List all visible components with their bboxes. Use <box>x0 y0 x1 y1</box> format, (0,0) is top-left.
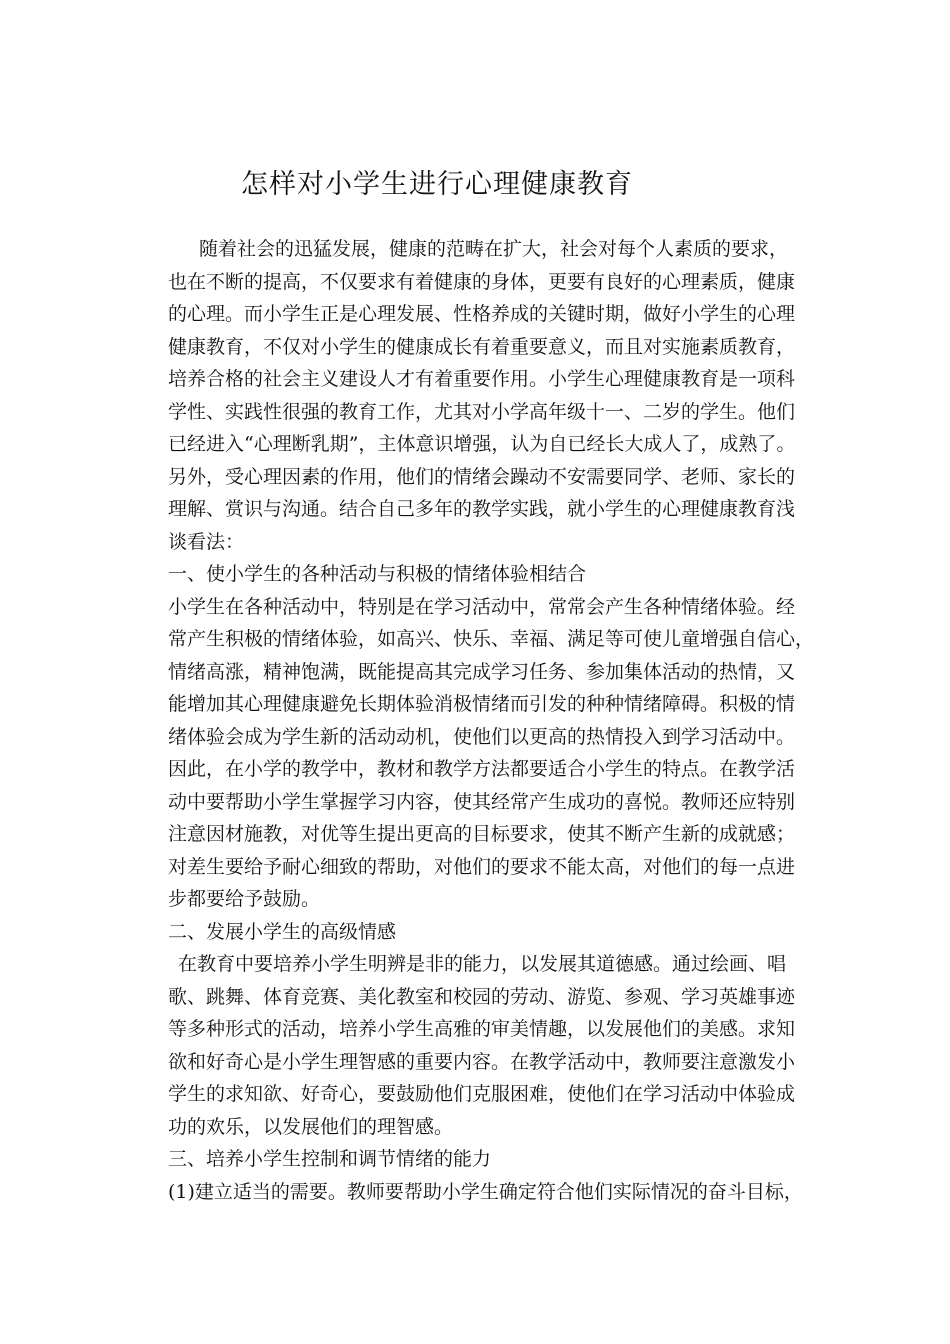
text-line: 理解、赏识与沟通。结合自己多年的教学实践，就小学生的心理健康教育浅 <box>168 498 796 520</box>
text-line: 动中要帮助小学生掌握学习内容，使其经常产生成功的喜悦。教师还应特别 <box>168 790 796 813</box>
text-line: (1)建立适当的需要。教师要帮助小学生确定符合他们实际情况的奋斗目标， <box>168 1180 803 1203</box>
document-title: 怎样对小学生进行心理健康教育 <box>241 169 633 200</box>
text-line: 学生的求知欲、好奇心，要鼓励他们克服困难，使他们在学习活动中体验成 <box>168 1083 796 1105</box>
text-line: 已经进入“心理断乳期”，主体意识增强，认为自已经长大成人了，成熟了。 <box>168 433 796 455</box>
text-line: 情绪高涨，精神饱满，既能提高其完成学习任务、参加集体活动的热情，又 <box>168 660 796 683</box>
text-line: 在教育中要培养小学生明辨是非的能力，以发展其道德感。通过绘画、唱 <box>178 953 787 975</box>
text-line: 也在不断的提高，不仅要求有着健康的身体，更要有良好的心理素质，健康 <box>168 270 796 293</box>
text-line: 常产生积极的情绪体验，如高兴、快乐、幸福、满足等可使儿童增强自信心， <box>168 628 815 650</box>
text-line: 注意因材施教，对优等生提出更高的目标要求，使其不断产生新的成就感； <box>168 823 796 845</box>
text-line: 另外，受心理因素的作用，他们的情绪会躁动不安需要同学、老师、家长的 <box>168 465 796 488</box>
text-line: 绪体验会成为学生新的活动动机，使他们以更高的热情投入到学习活动中。 <box>168 725 796 748</box>
text-line: 谈看法： <box>168 530 245 553</box>
text-line: 的心理。而小学生正是心理发展、性格养成的关键时期，做好小学生的心理 <box>168 303 796 325</box>
text-line: 能增加其心理健康避免长期体验消极情绪而引发的种种情绪障碍。积极的情 <box>168 693 796 715</box>
text-line: 一、使小学生的各种活动与积极的情绪体验相结合 <box>168 563 587 585</box>
text-line: 步都要给予鼓励。 <box>168 888 321 910</box>
text-line: 因此，在小学的教学中，教材和教学方法都要适合小学生的特点。在教学活 <box>168 758 796 780</box>
text-line: 二、发展小学生的高级情感 <box>168 920 397 943</box>
text-line: 等多种形式的活动，培养小学生高雅的审美情趣，以发展他们的美感。求知 <box>168 1018 796 1040</box>
text-line: 对差生要给予耐心细致的帮助，对他们的要求不能太高，对他们的每一点进 <box>168 855 796 878</box>
text-line: 三、培养小学生控制和调节情绪的能力 <box>168 1148 492 1170</box>
text-line: 欲和好奇心是小学生理智感的重要内容。在教学活动中，教师要注意激发小 <box>168 1050 796 1073</box>
document-body <box>168 233 815 1208</box>
text-line: 小学生在各种活动中，特别是在学习活动中，常常会产生各种情绪体验。经 <box>168 595 796 618</box>
text-line: 培养合格的社会主义建设人才有着重要作用。小学生心理健康教育是一项科 <box>168 368 796 390</box>
text-line: 健康教育，不仅对小学生的健康成长有着重要意义，而且对实施素质教育， <box>168 335 796 358</box>
text-line: 歌、跳舞、体育竞赛、美化教室和校园的劳动、游览、参观、学习英雄事迹 <box>168 985 796 1008</box>
text-line: 功的欢乐，以发展他们的理智感。 <box>168 1115 454 1138</box>
text-line: 随着社会的迅猛发展，健康的范畴在扩大，社会对每个人素质的要求， <box>199 238 789 260</box>
text-line: 学性、实践性很强的教育工作，尤其对小学高年级十一、二岁的学生。他们 <box>168 400 796 423</box>
